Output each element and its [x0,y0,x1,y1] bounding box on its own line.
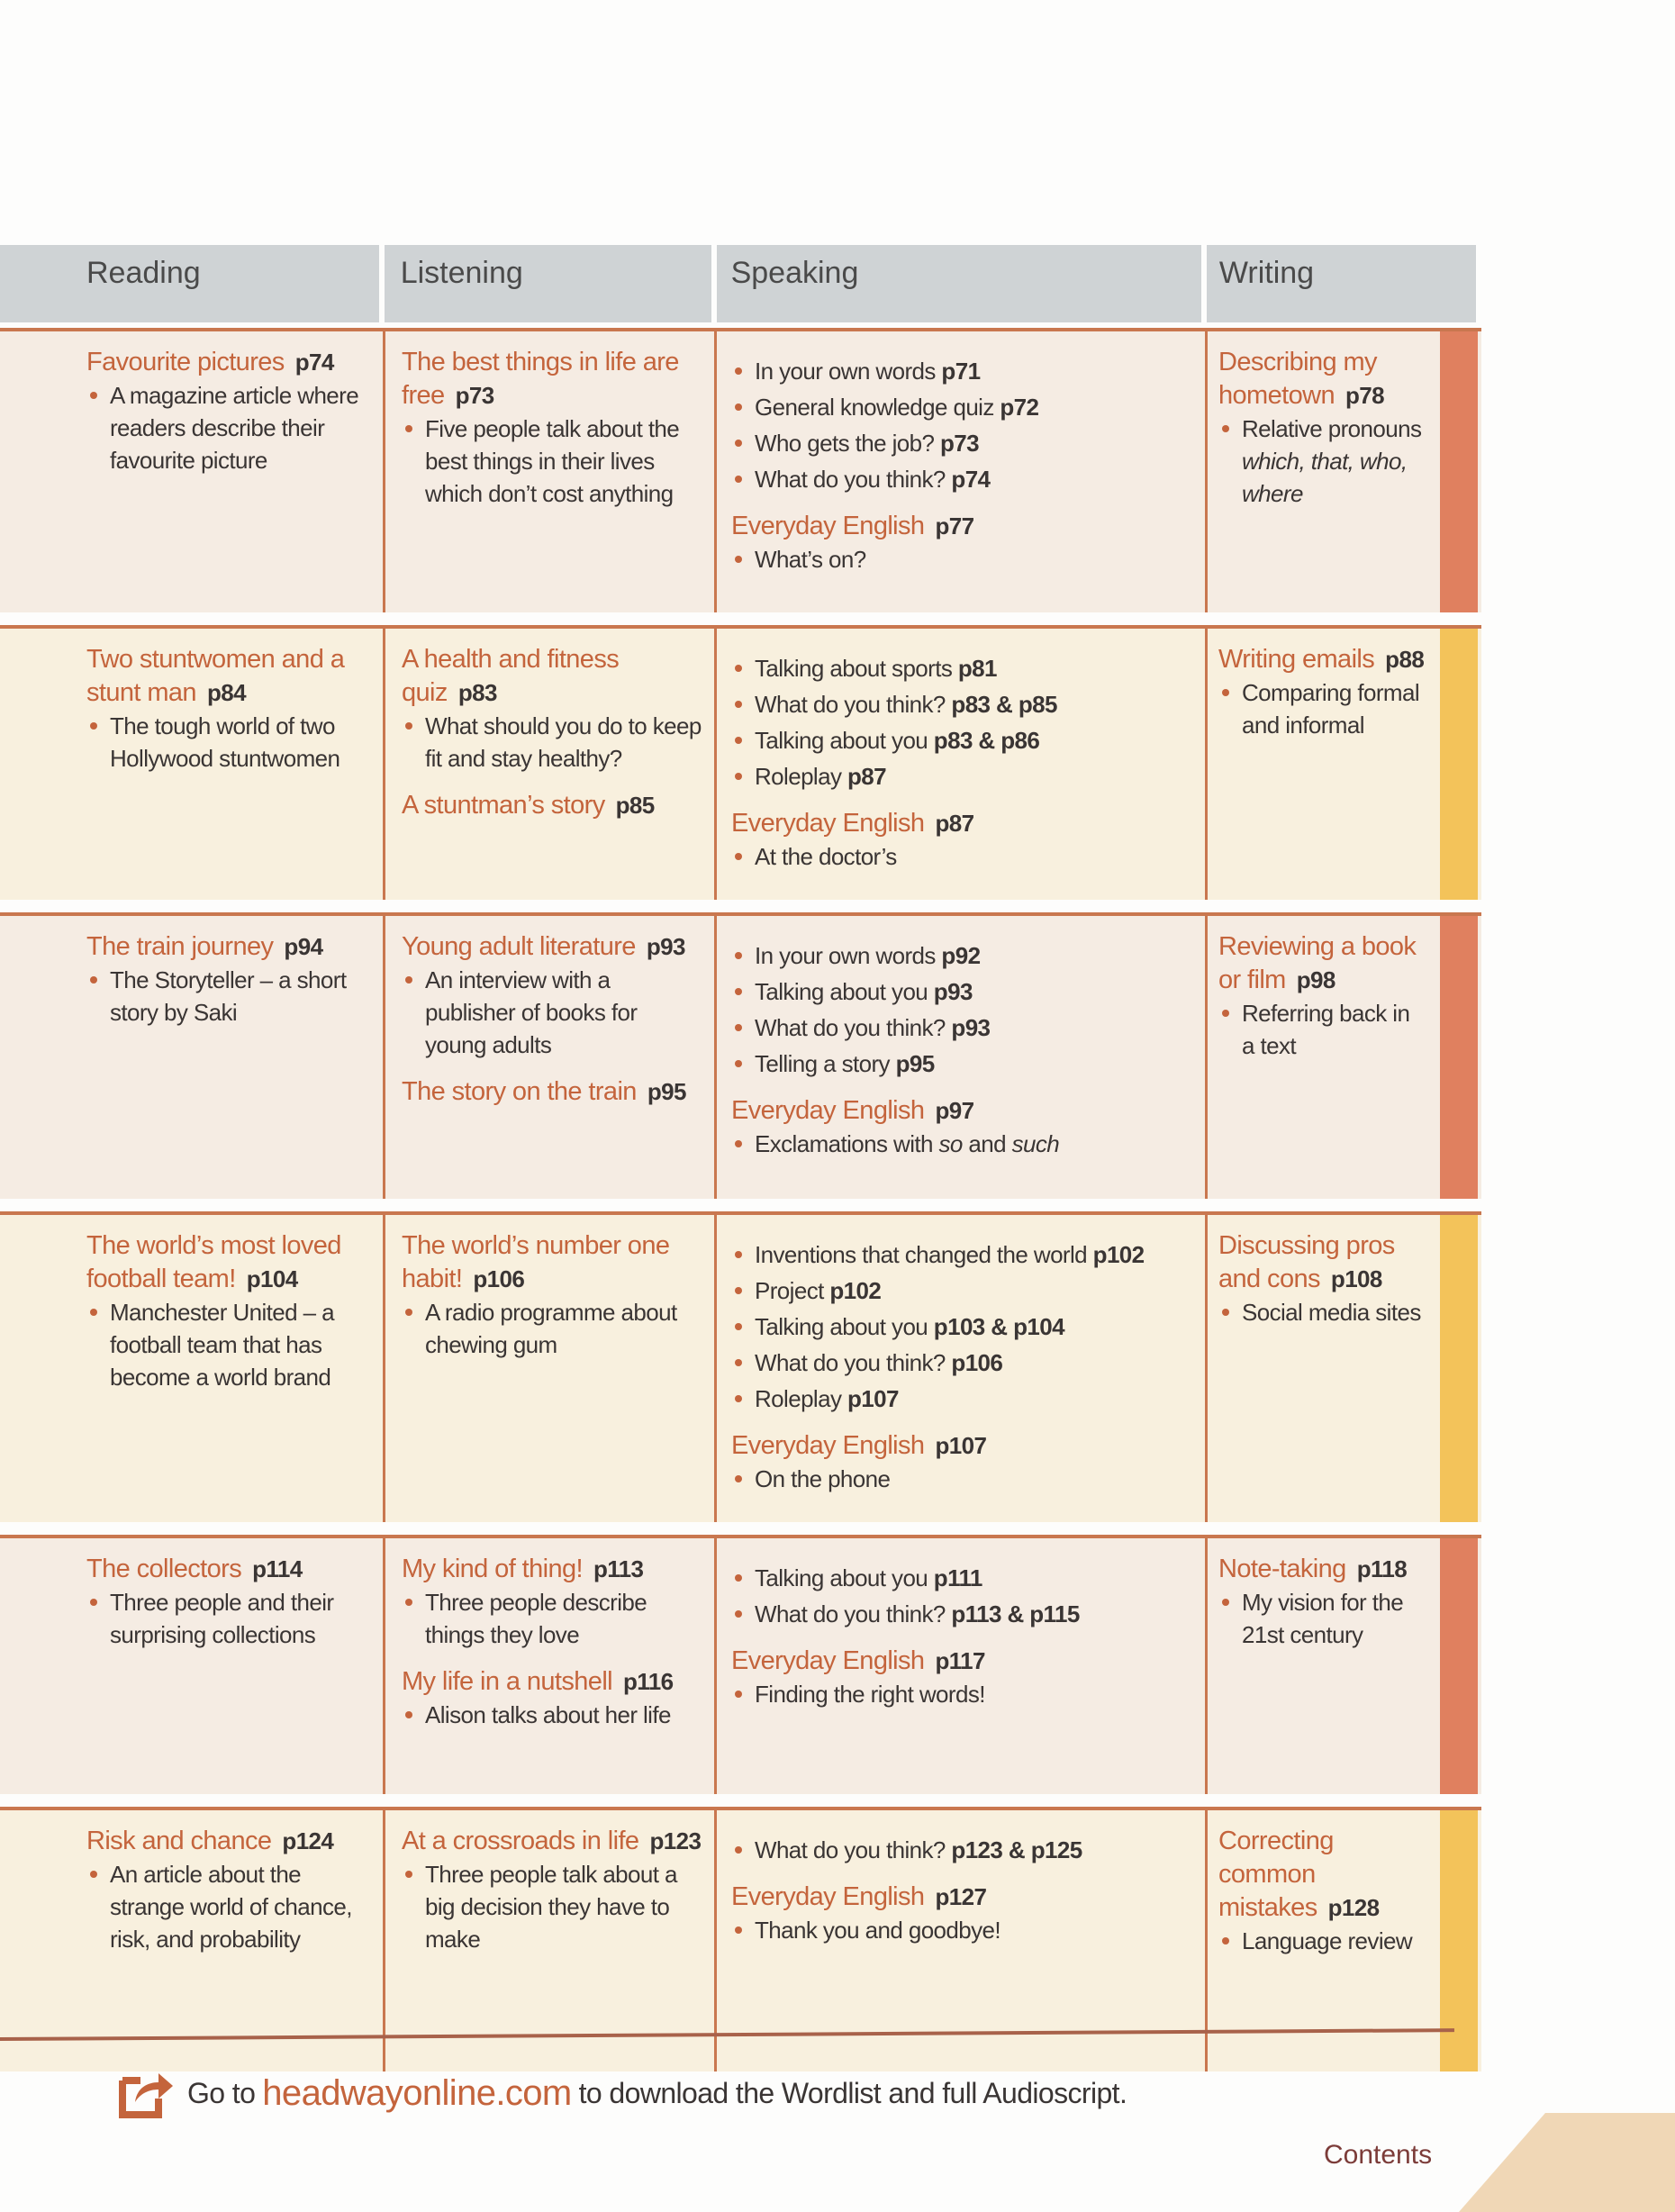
page-ref: p102 [829,1277,882,1304]
bullet-item [402,1699,702,1731]
header-label: Reading [86,256,201,290]
writing-item [1218,930,1427,1062]
bullet-item [1218,412,1427,510]
section-heading [402,789,702,822]
reading-cell [0,916,385,1199]
page-ref: p106 [473,1265,525,1292]
section-title: The best things in life are free [402,348,679,410]
speaking-cell [717,1538,1208,1794]
bullet-text: Talking about you [755,727,934,754]
page-ref: p107 [847,1385,899,1412]
section-title: Young adult literature [402,932,636,961]
bullet-item [731,1310,1192,1343]
page-ref: p87 [935,810,974,837]
bullet-text: Referring back in a text [1242,1000,1410,1059]
bullet-item [731,840,1192,873]
section-title: Everyday English [731,1431,925,1460]
bullet-text: and [962,1130,1012,1157]
bullet-text: General knowledge quiz [755,394,1000,421]
footer-suffix: to download the Wordlist and full Audioscript. [578,2076,1127,2109]
listening-item [402,1075,702,1109]
section-heading [86,930,370,964]
page-ref: p74 [294,349,334,376]
section-title: My life in a nutshell [402,1667,613,1696]
speaking-cell [717,916,1208,1199]
section-heading [1218,643,1427,676]
section-title: Everyday English [731,1096,925,1125]
bullet-item [731,939,1192,972]
listening-item [402,643,702,775]
writing-cell [1208,916,1440,1199]
page-ref: p116 [623,1668,674,1695]
bullet-text: Thank you and goodbye! [755,1917,1001,1944]
bullet-text: Three people and their surprising collections [110,1589,334,1648]
listening-item [402,1553,702,1651]
section-heading [731,1429,1192,1463]
section-title: The story on the train [402,1077,637,1106]
bullet-item [1218,1925,1427,1957]
bullet-item [86,710,370,775]
header-speaking [717,245,1201,322]
page-ref: p95 [895,1050,935,1077]
speaking-cell [717,331,1208,612]
contents-table [0,328,1481,2084]
page-ref: p93 [933,978,973,1005]
bullet-item [402,1296,702,1361]
bullet-item [731,427,1192,459]
bullet-item [731,1238,1192,1271]
bullet-text: A magazine article where readers describe their favourite picture [110,382,359,474]
bullet-item [1218,676,1427,741]
page-ref: p111 [933,1564,982,1591]
bullet-text: In your own words [755,358,942,385]
reading-cell [0,629,385,900]
writing-item [1218,1825,1427,1957]
bullet-text: Comparing formal and informal [1242,679,1420,739]
table-row [0,912,1481,1199]
header-label: Writing [1218,256,1315,290]
page-ref: p123 [649,1827,702,1854]
bullet-text: What do you think? [755,1836,952,1863]
row-color-stripe [1440,1810,1478,2071]
page-corner-decoration [1459,2113,1675,2212]
section-heading [402,346,702,412]
everyday-english [731,1881,1192,1946]
bullet-text: Talking about you [755,1564,934,1591]
section-heading [86,346,370,379]
section-heading [731,1645,1192,1678]
speaking-list [731,355,1192,495]
header-reading [0,245,379,322]
page-ref: p73 [940,430,980,457]
bullet-text: Inventions that changed the world [755,1241,1093,1268]
bullet-item [1218,1586,1427,1651]
everyday-english [731,1094,1192,1160]
section-title: Everyday English [731,1646,925,1675]
section-heading [731,807,1192,840]
bullet-text: Talking about you [755,978,934,1005]
reading-item [86,1229,370,1393]
table-row [0,1211,1481,1522]
page-ref: p83 [457,679,497,706]
section-heading [86,1229,370,1296]
page-ref: p102 [1092,1241,1145,1268]
bullet-text: An article about the strange world of chance, risk, and probability [110,1861,352,1953]
speaking-list [731,939,1192,1080]
bullet-text: On the phone [755,1465,891,1492]
listening-cell [385,916,717,1199]
section-heading [402,1825,702,1858]
bullet-item [1218,997,1427,1062]
row-color-stripe [1440,331,1478,612]
page-ref: p85 [615,792,655,819]
bullet-item [731,724,1192,757]
row-color-stripe [1440,1215,1478,1522]
bullet-item [86,1586,370,1651]
page-ref: p97 [935,1097,974,1124]
bullet-italic-text: which, that, who, where [1242,448,1408,507]
table-row [0,328,1481,612]
page-ref: p103 & p104 [933,1313,1064,1340]
everyday-english [731,510,1192,576]
reading-cell [0,1810,385,2071]
bullet-item [86,1858,370,1955]
bullet-item [731,463,1192,495]
section-title: At a crossroads in life [402,1827,639,1855]
speaking-list [731,1562,1192,1630]
section-heading [1218,1553,1427,1586]
bullet-item [731,1382,1192,1415]
writing-item [1218,1553,1427,1651]
bullet-text: A radio programme about chewing gum [425,1299,677,1358]
section-heading [731,510,1192,543]
bullet-item [731,688,1192,721]
bullet-item [731,1914,1192,1946]
everyday-english [731,1645,1192,1710]
bullet-item [731,543,1192,576]
bullet-text: What should you do to keep fit and stay healthy? [425,712,702,772]
page-ref: p114 [252,1555,303,1582]
page-ref: p83 & p85 [951,691,1057,718]
writing-cell [1208,1215,1440,1522]
listening-item [402,789,702,822]
section-title: Everyday English [731,512,925,540]
reading-item [86,1825,370,1955]
page-ref: p117 [935,1647,985,1674]
listening-item [402,1665,702,1731]
bullet-italic-text: so [938,1130,963,1157]
page-ref: p88 [1385,646,1425,673]
section-heading [731,1881,1192,1914]
listening-cell [385,1538,717,1794]
bullet-text: Five people talk about the best things in their lives which don’t cost anything [425,415,680,507]
table-header [0,245,1481,322]
page-ref: p107 [935,1432,987,1459]
writing-item [1218,643,1427,741]
section-title: A stuntman’s story [402,791,605,820]
bullet-text: Talking about sports [755,655,958,682]
header-listening [385,245,711,322]
page-ref: p83 & p86 [933,727,1040,754]
row-color-stripe [1440,916,1478,1199]
section-heading [402,1229,702,1296]
page-ref: p113 & p115 [951,1600,1080,1627]
section-heading [86,643,370,710]
listening-item [402,1825,702,1955]
section-heading [1218,346,1427,412]
reading-item [86,346,370,476]
table-row [0,625,1481,900]
bullet-text: The Storyteller – a short story by Saki [110,966,347,1026]
bullet-text: Finding the right words! [755,1681,985,1708]
listening-item [402,930,702,1061]
section-title: Risk and chance [86,1827,272,1855]
page-ref: p74 [951,466,991,493]
bullet-item [731,1463,1192,1495]
section-title: Favourite pictures [86,348,285,376]
bullet-text: Language review [1242,1927,1413,1954]
footer-note [117,2068,1127,2118]
section-heading [402,930,702,964]
listening-item [402,1229,702,1361]
bullet-item [402,710,702,775]
bullet-text: Roleplay [755,1385,847,1412]
bullet-text: Telling a story [755,1050,896,1077]
page-ref: p118 [1356,1555,1408,1582]
bullet-text: What do you think? [755,1014,952,1041]
bullet-text: What do you think? [755,1349,952,1376]
section-title: The collectors [86,1555,242,1583]
reading-cell [0,1538,385,1794]
writing-cell [1208,1538,1440,1794]
section-heading [402,1665,702,1699]
bullet-italic-text: such [1011,1130,1060,1157]
page-ref: p108 [1330,1265,1382,1292]
section-heading [1218,930,1427,997]
reading-item [86,1553,370,1651]
section-title: Everyday English [731,809,925,838]
bullet-item [1218,1296,1427,1328]
speaking-cell [717,1215,1208,1522]
footer-prefix: Go to [187,2076,256,2109]
table-row [0,1535,1481,1794]
section-title: The world’s number one habit! [402,1231,670,1293]
bullet-item [731,1274,1192,1307]
listening-cell [385,331,717,612]
bullet-item [731,1678,1192,1710]
page-ref: p124 [282,1827,334,1854]
reading-item [86,930,370,1029]
page-ref: p71 [941,358,981,385]
page-ref: p72 [1000,394,1039,421]
page-ref: p95 [647,1078,686,1105]
bullet-item [402,1858,702,1955]
page-ref: p93 [646,933,685,960]
writing-cell [1208,331,1440,612]
page-ref: p92 [941,942,981,969]
page-label: Contents [1324,2140,1433,2170]
writing-item [1218,1229,1427,1328]
bullet-item [402,1586,702,1651]
bullet-text: In your own words [755,942,942,969]
bullet-text: Social media sites [1242,1299,1421,1326]
bullet-text: Relative pronouns [1242,415,1422,442]
section-heading [402,1553,702,1586]
bullet-item [731,1562,1192,1594]
bullet-item [731,1346,1192,1379]
section-title: Writing emails [1218,645,1375,674]
speaking-cell [717,629,1208,900]
page-ref: p93 [951,1014,991,1041]
everyday-english [731,807,1192,873]
section-title: Note-taking [1218,1555,1346,1583]
bullet-item [86,379,370,476]
row-color-stripe [1440,629,1478,900]
page-ref: p87 [847,763,887,790]
page-ref: p128 [1327,1894,1380,1921]
bullet-text: What do you think? [755,466,952,493]
bullet-text: Roleplay [755,763,847,790]
row-color-stripe [1440,1538,1478,1794]
bullet-text: What do you think? [755,691,952,718]
header-writing [1207,245,1476,322]
page-ref: p84 [206,679,246,706]
page-ref: p81 [957,655,997,682]
bullet-text: Three people talk about a big decision they have to make [425,1861,677,1953]
listening-item [402,346,702,510]
bullet-item [731,355,1192,387]
writing-item [1218,346,1427,510]
bullet-item [731,1047,1192,1080]
bullet-item [86,964,370,1029]
section-title: Correcting common mistakes [1218,1827,1334,1922]
bullet-text: Exclamations with [755,1130,939,1157]
speaking-list [731,652,1192,793]
page-ref: p77 [935,512,974,539]
bullet-item [731,391,1192,423]
section-title: Reviewing a book or film [1218,932,1417,994]
bullet-item [731,760,1192,793]
page-ref: p113 [593,1555,644,1582]
bullet-text: The tough world of two Hollywood stuntwomen [110,712,340,772]
section-heading [402,643,702,710]
page-ref: p78 [1345,382,1385,409]
section-title: Two stuntwomen and a stunt man [86,645,345,707]
bullet-text: An interview with a publisher of books for young adults [425,966,638,1058]
section-heading [86,1553,370,1586]
section-heading [1218,1825,1427,1925]
listening-cell [385,1215,717,1522]
section-heading [731,1094,1192,1128]
section-title: A health and fitness quiz [402,645,620,707]
section-heading [86,1825,370,1858]
bullet-item [402,412,702,510]
reading-cell [0,331,385,612]
bullet-text: My vision for the 21st century [1242,1589,1404,1648]
page-ref: p127 [935,1883,987,1910]
speaking-list [731,1834,1192,1866]
section-title: Everyday English [731,1882,925,1911]
bullet-item [86,1296,370,1393]
bullet-item [731,1128,1192,1160]
page-ref: p94 [284,933,323,960]
bullet-text: What do you think? [755,1600,952,1627]
section-title: The world’s most loved football team! [86,1231,341,1293]
header-label: Listening [400,256,523,290]
section-heading [402,1075,702,1109]
section-heading [1218,1229,1427,1296]
reading-item [86,643,370,775]
headwayonline-link[interactable]: headwayonline.com [262,2072,572,2113]
header-label: Speaking [730,256,859,290]
page-ref: p104 [246,1265,298,1292]
bullet-text: Three people describe things they love [425,1589,647,1648]
section-title: Discussing pros and cons [1218,1231,1395,1293]
section-title: The train journey [86,932,274,961]
bullet-item [731,975,1192,1008]
bullet-item [731,1598,1192,1630]
page-ref: p123 & p125 [951,1836,1082,1863]
bullet-text: Talking about you [755,1313,934,1340]
bullet-text: What’s on? [755,546,866,573]
writing-cell [1208,629,1440,900]
external-link-icon [117,2068,175,2118]
page-ref: p98 [1296,966,1335,993]
page-ref: p73 [455,382,494,409]
page-ref: p106 [951,1349,1003,1376]
listening-cell [385,629,717,900]
section-title: Describing my hometown [1218,348,1377,410]
bullet-item [731,1011,1192,1044]
bullet-text: Alison talks about her life [425,1701,671,1728]
bullet-text: Manchester United – a football team that has become a world brand [110,1299,334,1391]
bullet-text: At the doctor’s [755,843,897,870]
reading-cell [0,1215,385,1522]
bullet-text: Who gets the job? [755,430,940,457]
speaking-list [731,1238,1192,1415]
bullet-text: Project [755,1277,830,1304]
bullet-item [731,652,1192,684]
section-title: My kind of thing! [402,1555,583,1583]
everyday-english [731,1429,1192,1495]
bullet-item [731,1834,1192,1866]
bullet-item [402,964,702,1061]
